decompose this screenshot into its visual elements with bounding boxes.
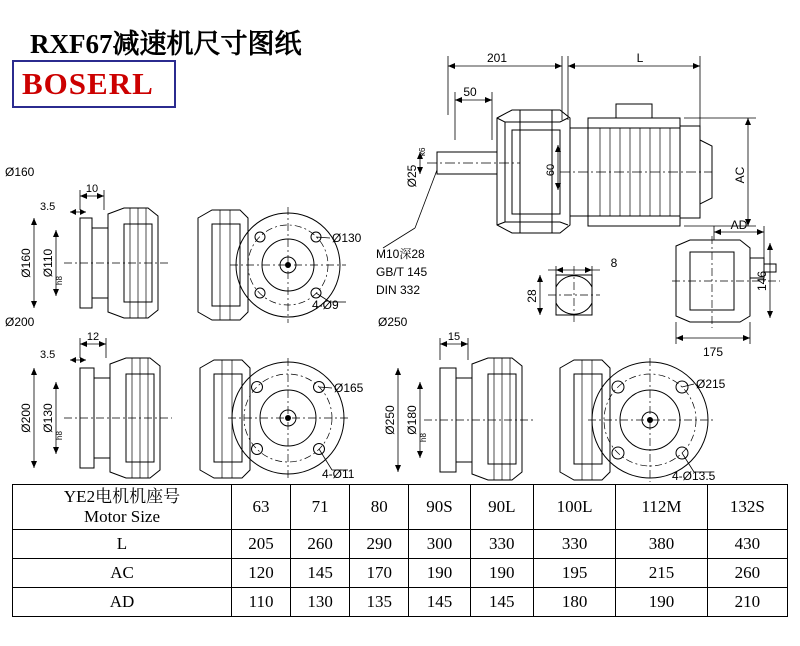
motor-size-table (12, 484, 788, 617)
table-cell: 190 (470, 559, 533, 588)
label-key-28: 28 (525, 289, 539, 303)
label-3-5-a: 3.5 (40, 201, 56, 213)
label-thread-note-2: GB/T 145 (376, 265, 428, 279)
label-holes-4-13-5: 4-Ø13.5 (672, 469, 716, 483)
label-dia130: Ø130 (41, 403, 55, 433)
label-12: 12 (86, 331, 100, 343)
label-AC: AC (733, 166, 747, 184)
table-header-line1: YE2电机机座号 (63, 487, 181, 507)
label-50: 50 (463, 85, 477, 99)
flange250-front (560, 358, 714, 482)
table-row-label-ad: AD (13, 588, 232, 617)
table-cell: 145 (409, 588, 470, 617)
table-row (13, 559, 788, 588)
terminal-box (616, 104, 652, 118)
table-cell: 195 (533, 559, 615, 588)
label-60: 60 (545, 163, 557, 177)
table-cell-size-71: 71 (291, 485, 350, 530)
label-bolt215: Ø215 (696, 377, 726, 391)
table-cell: 205 (232, 530, 291, 559)
table-cell: 260 (707, 559, 787, 588)
table-cell: 300 (409, 530, 470, 559)
dim-50 (455, 92, 492, 140)
table-cell: 190 (409, 559, 470, 588)
label-flange250: Ø250 (378, 315, 408, 329)
table-cell-size-80: 80 (350, 485, 409, 530)
label-AD: AD (730, 218, 748, 232)
table-cell: 430 (707, 530, 787, 559)
table-cell: 330 (533, 530, 615, 559)
table-row (13, 588, 788, 617)
label-dia200: Ø200 (19, 403, 33, 433)
label-175: 175 (702, 345, 724, 359)
table-row-label-ac: AC (13, 559, 232, 588)
label-holes-4-11: 4-Ø11 (322, 467, 355, 481)
label-h8-c: h8 (419, 433, 428, 442)
label-146: 146 (755, 270, 769, 292)
table-cell-size-90l: 90L (470, 485, 533, 530)
flange200-front (200, 358, 350, 480)
table-cell-size-132s: 132S (707, 485, 787, 530)
table-cell: 210 (707, 588, 787, 617)
table-cell: 145 (470, 588, 533, 617)
label-flange200: Ø200 (5, 315, 35, 329)
label-h8-a: h8 (55, 276, 64, 285)
table-cell-size-90s: 90S (409, 485, 470, 530)
table-cell: 145 (291, 559, 350, 588)
label-holes-4-9: 4-Ø9 (312, 298, 339, 312)
label-dia250: Ø250 (383, 405, 397, 435)
label-h8-b: h8 (55, 431, 64, 440)
table-cell-size-112m: 112M (616, 485, 707, 530)
table-row (13, 485, 788, 530)
table-cell: 130 (291, 588, 350, 617)
table-cell: 180 (533, 588, 615, 617)
table-cell: 170 (350, 559, 409, 588)
page-title: RXF67减速机尺寸图纸 (30, 29, 302, 59)
table-cell: 120 (232, 559, 291, 588)
logo-text: BOSERL (22, 66, 154, 101)
label-shaft-dia: Ø25 (405, 164, 419, 188)
table-cell: 330 (470, 530, 533, 559)
key-detail (537, 266, 600, 324)
label-thread-note-1: M10深28 (376, 247, 425, 261)
table-cell: 260 (291, 530, 350, 559)
label-10: 10 (85, 183, 99, 195)
label-dia180: Ø180 (405, 405, 419, 435)
gearbox-housing (497, 110, 570, 233)
table-header-line2: Motor Size (83, 507, 161, 526)
label-201: 201 (486, 51, 508, 65)
label-L: L (636, 51, 644, 65)
label-15: 15 (447, 331, 461, 343)
table-cell: 380 (616, 530, 707, 559)
table-header-motor-size (13, 485, 232, 530)
table-cell: 190 (616, 588, 707, 617)
table-row (13, 530, 788, 559)
label-bolt130: Ø130 (332, 231, 362, 245)
table-row-label-l: L (13, 530, 232, 559)
table-cell: 135 (350, 588, 409, 617)
table-cell: 215 (616, 559, 707, 588)
table-cell: 110 (232, 588, 291, 617)
label-flange160: Ø160 (5, 165, 35, 179)
table-cell-size-100l: 100L (533, 485, 615, 530)
label-thread-note-3: DIN 332 (376, 283, 421, 297)
label-3-5-b: 3.5 (40, 349, 56, 361)
label-dia160: Ø160 (19, 248, 33, 278)
label-dia110: Ø110 (41, 248, 55, 278)
table-cell-size-63: 63 (232, 485, 291, 530)
label-bolt165: Ø165 (334, 381, 364, 395)
label-shaft-tol: k6 (418, 147, 427, 156)
label-key-8: 8 (610, 256, 618, 270)
table-cell: 290 (350, 530, 409, 559)
